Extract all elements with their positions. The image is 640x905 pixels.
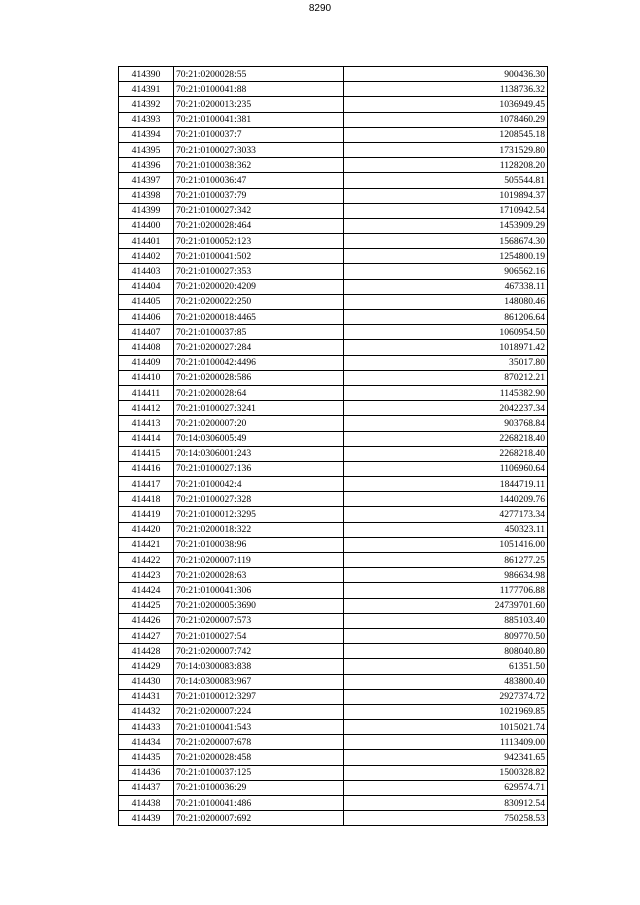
cadastral-number-cell: 70:21:0100038:96 <box>174 537 344 552</box>
table-row <box>119 674 548 689</box>
table-row <box>119 735 548 750</box>
table-row <box>119 537 548 552</box>
record-number-cell: 414397 <box>119 173 174 188</box>
record-number-cell: 414396 <box>119 158 174 173</box>
registry-table <box>118 66 548 826</box>
record-number-cell: 414439 <box>119 811 174 826</box>
cadastral-value-cell: 942341.65 <box>344 750 548 765</box>
cadastral-value-cell: 4277173.34 <box>344 507 548 522</box>
cadastral-value-cell: 467338.11 <box>344 279 548 294</box>
cadastral-number-cell: 70:21:0200028:63 <box>174 568 344 583</box>
cadastral-number-cell: 70:21:0100027:328 <box>174 492 344 507</box>
record-number-cell: 414403 <box>119 264 174 279</box>
cadastral-number-cell: 70:21:0200007:573 <box>174 613 344 628</box>
record-number-cell: 414391 <box>119 82 174 97</box>
cadastral-number-cell: 70:21:0100037:85 <box>174 325 344 340</box>
table-row <box>119 234 548 249</box>
cadastral-number-cell: 70:21:0100041:486 <box>174 796 344 811</box>
cadastral-value-cell: 808040.80 <box>344 644 548 659</box>
record-number-cell: 414433 <box>119 720 174 735</box>
record-number-cell: 414424 <box>119 583 174 598</box>
table-row <box>119 127 548 142</box>
record-number-cell: 414438 <box>119 796 174 811</box>
cadastral-number-cell: 70:21:0200028:55 <box>174 67 344 82</box>
record-number-cell: 414431 <box>119 689 174 704</box>
record-number-cell: 414418 <box>119 492 174 507</box>
record-number-cell: 414419 <box>119 507 174 522</box>
cadastral-number-cell: 70:21:0200007:692 <box>174 811 344 826</box>
record-number-cell: 414422 <box>119 553 174 568</box>
cadastral-number-cell: 70:21:0100036:47 <box>174 173 344 188</box>
record-number-cell: 414423 <box>119 568 174 583</box>
table-row <box>119 340 548 355</box>
table-row <box>119 218 548 233</box>
cadastral-number-cell: 70:21:0200028:64 <box>174 385 344 400</box>
table-row <box>119 477 548 492</box>
cadastral-number-cell: 70:21:0200020:4209 <box>174 279 344 294</box>
table-row <box>119 507 548 522</box>
table-row <box>119 522 548 537</box>
cadastral-number-cell: 70:21:0100027:342 <box>174 203 344 218</box>
cadastral-number-cell: 70:21:0200018:4465 <box>174 310 344 325</box>
cadastral-number-cell: 70:21:0200013:235 <box>174 97 344 112</box>
table-row <box>119 598 548 613</box>
cadastral-number-cell: 70:21:0100037:7 <box>174 127 344 142</box>
cadastral-value-cell: 148080.46 <box>344 294 548 309</box>
record-number-cell: 414394 <box>119 127 174 142</box>
cadastral-value-cell: 861277.25 <box>344 553 548 568</box>
table-row <box>119 188 548 203</box>
cadastral-number-cell: 70:21:0100027:136 <box>174 461 344 476</box>
table-row <box>119 264 548 279</box>
record-number-cell: 414413 <box>119 416 174 431</box>
table-row <box>119 249 548 264</box>
cadastral-number-cell: 70:14:0306005:49 <box>174 431 344 446</box>
record-number-cell: 414412 <box>119 401 174 416</box>
table-row <box>119 720 548 735</box>
record-number-cell: 414420 <box>119 522 174 537</box>
record-number-cell: 414399 <box>119 203 174 218</box>
table-row <box>119 644 548 659</box>
record-number-cell: 414414 <box>119 431 174 446</box>
record-number-cell: 414393 <box>119 112 174 127</box>
cadastral-number-cell: 70:21:0100037:125 <box>174 765 344 780</box>
table-row <box>119 765 548 780</box>
cadastral-value-cell: 885103.40 <box>344 613 548 628</box>
cadastral-number-cell: 70:14:0300083:838 <box>174 659 344 674</box>
cadastral-value-cell: 1208545.18 <box>344 127 548 142</box>
record-number-cell: 414404 <box>119 279 174 294</box>
table-row <box>119 568 548 583</box>
cadastral-number-cell: 70:21:0200028:458 <box>174 750 344 765</box>
record-number-cell: 414410 <box>119 370 174 385</box>
cadastral-value-cell: 629574.71 <box>344 780 548 795</box>
record-number-cell: 414426 <box>119 613 174 628</box>
cadastral-number-cell: 70:21:0200027:284 <box>174 340 344 355</box>
cadastral-number-cell: 70:21:0100041:381 <box>174 112 344 127</box>
table-row <box>119 461 548 476</box>
cadastral-number-cell: 70:21:0200028:464 <box>174 218 344 233</box>
record-number-cell: 414405 <box>119 294 174 309</box>
cadastral-number-cell: 70:21:0200007:20 <box>174 416 344 431</box>
table-row <box>119 355 548 370</box>
cadastral-value-cell: 2268218.40 <box>344 446 548 461</box>
table-row <box>119 97 548 112</box>
cadastral-value-cell: 1453909.29 <box>344 218 548 233</box>
cadastral-value-cell: 830912.54 <box>344 796 548 811</box>
cadastral-value-cell: 2268218.40 <box>344 431 548 446</box>
table-row <box>119 613 548 628</box>
table-row <box>119 811 548 826</box>
record-number-cell: 414435 <box>119 750 174 765</box>
cadastral-number-cell: 70:21:0200007:742 <box>174 644 344 659</box>
table-row <box>119 750 548 765</box>
cadastral-value-cell: 870212.21 <box>344 370 548 385</box>
cadastral-value-cell: 1078460.29 <box>344 112 548 127</box>
cadastral-value-cell: 1051416.00 <box>344 537 548 552</box>
record-number-cell: 414408 <box>119 340 174 355</box>
cadastral-value-cell: 450323.11 <box>344 522 548 537</box>
cadastral-number-cell: 70:21:0200005:3690 <box>174 598 344 613</box>
cadastral-value-cell: 1018971.42 <box>344 340 548 355</box>
table-row <box>119 203 548 218</box>
record-number-cell: 414415 <box>119 446 174 461</box>
cadastral-number-cell: 70:21:0100012:3295 <box>174 507 344 522</box>
cadastral-value-cell: 1254800.19 <box>344 249 548 264</box>
table-row <box>119 583 548 598</box>
record-number-cell: 414434 <box>119 735 174 750</box>
cadastral-number-cell: 70:21:0100052:123 <box>174 234 344 249</box>
table-row <box>119 796 548 811</box>
record-number-cell: 414436 <box>119 765 174 780</box>
record-number-cell: 414401 <box>119 234 174 249</box>
cadastral-value-cell: 809770.50 <box>344 628 548 643</box>
cadastral-number-cell: 70:21:0200007:224 <box>174 704 344 719</box>
table-row <box>119 659 548 674</box>
cadastral-value-cell: 1106960.64 <box>344 461 548 476</box>
table-row <box>119 446 548 461</box>
cadastral-value-cell: 2927374.72 <box>344 689 548 704</box>
cadastral-value-cell: 2042237.34 <box>344 401 548 416</box>
table-row <box>119 370 548 385</box>
cadastral-number-cell: 70:21:0100041:88 <box>174 82 344 97</box>
record-number-cell: 414430 <box>119 674 174 689</box>
table-row <box>119 385 548 400</box>
cadastral-value-cell: 505544.81 <box>344 173 548 188</box>
record-number-cell: 414437 <box>119 780 174 795</box>
cadastral-number-cell: 70:21:0100041:502 <box>174 249 344 264</box>
table-row <box>119 112 548 127</box>
cadastral-value-cell: 1440209.76 <box>344 492 548 507</box>
cadastral-number-cell: 70:14:0306001:243 <box>174 446 344 461</box>
cadastral-number-cell: 70:21:0200022:250 <box>174 294 344 309</box>
table-row <box>119 401 548 416</box>
table-row <box>119 628 548 643</box>
cadastral-number-cell: 70:21:0200007:119 <box>174 553 344 568</box>
cadastral-value-cell: 1844719.11 <box>344 477 548 492</box>
registry-table-body <box>119 67 548 826</box>
cadastral-value-cell: 1113409.00 <box>344 735 548 750</box>
cadastral-value-cell: 1138736.32 <box>344 82 548 97</box>
cadastral-value-cell: 1021969.85 <box>344 704 548 719</box>
cadastral-number-cell: 70:14:0300083:967 <box>174 674 344 689</box>
cadastral-value-cell: 35017.80 <box>344 355 548 370</box>
record-number-cell: 414427 <box>119 628 174 643</box>
cadastral-value-cell: 1015021.74 <box>344 720 548 735</box>
cadastral-value-cell: 1060954.50 <box>344 325 548 340</box>
cadastral-number-cell: 70:21:0100027:3033 <box>174 142 344 157</box>
table-row <box>119 294 548 309</box>
cadastral-number-cell: 70:21:0100027:3241 <box>174 401 344 416</box>
cadastral-number-cell: 70:21:0100037:79 <box>174 188 344 203</box>
record-number-cell: 414392 <box>119 97 174 112</box>
record-number-cell: 414409 <box>119 355 174 370</box>
cadastral-value-cell: 1731529.80 <box>344 142 548 157</box>
cadastral-number-cell: 70:21:0100036:29 <box>174 780 344 795</box>
cadastral-value-cell: 1177706.88 <box>344 583 548 598</box>
record-number-cell: 414417 <box>119 477 174 492</box>
cadastral-value-cell: 1019894.37 <box>344 188 548 203</box>
cadastral-number-cell: 70:21:0100012:3297 <box>174 689 344 704</box>
table-row <box>119 325 548 340</box>
table-row <box>119 704 548 719</box>
table-row <box>119 142 548 157</box>
cadastral-value-cell: 1128208.20 <box>344 158 548 173</box>
table-row <box>119 173 548 188</box>
cadastral-number-cell: 70:21:0200018:322 <box>174 522 344 537</box>
table-row <box>119 689 548 704</box>
cadastral-value-cell: 861206.64 <box>344 310 548 325</box>
cadastral-value-cell: 1710942.54 <box>344 203 548 218</box>
cadastral-number-cell: 70:21:0100038:362 <box>174 158 344 173</box>
cadastral-value-cell: 1568674.30 <box>344 234 548 249</box>
cadastral-value-cell: 1145382.90 <box>344 385 548 400</box>
table-row <box>119 67 548 82</box>
cadastral-value-cell: 900436.30 <box>344 67 548 82</box>
record-number-cell: 414395 <box>119 142 174 157</box>
cadastral-value-cell: 483800.40 <box>344 674 548 689</box>
record-number-cell: 414398 <box>119 188 174 203</box>
record-number-cell: 414416 <box>119 461 174 476</box>
table-row <box>119 82 548 97</box>
record-number-cell: 414411 <box>119 385 174 400</box>
table-row <box>119 310 548 325</box>
cadastral-number-cell: 70:21:0200007:678 <box>174 735 344 750</box>
table-row <box>119 416 548 431</box>
cadastral-number-cell: 70:21:0100042:4496 <box>174 355 344 370</box>
cadastral-value-cell: 750258.53 <box>344 811 548 826</box>
record-number-cell: 414390 <box>119 67 174 82</box>
cadastral-number-cell: 70:21:0100027:353 <box>174 264 344 279</box>
record-number-cell: 414400 <box>119 218 174 233</box>
cadastral-value-cell: 903768.84 <box>344 416 548 431</box>
table-row <box>119 279 548 294</box>
cadastral-value-cell: 986634.98 <box>344 568 548 583</box>
cadastral-value-cell: 24739701.60 <box>344 598 548 613</box>
table-row <box>119 780 548 795</box>
record-number-cell: 414432 <box>119 704 174 719</box>
cadastral-value-cell: 1036949.45 <box>344 97 548 112</box>
record-number-cell: 414425 <box>119 598 174 613</box>
cadastral-value-cell: 61351.50 <box>344 659 548 674</box>
record-number-cell: 414406 <box>119 310 174 325</box>
table-row <box>119 553 548 568</box>
cadastral-number-cell: 70:21:0100041:306 <box>174 583 344 598</box>
cadastral-value-cell: 1500328.82 <box>344 765 548 780</box>
record-number-cell: 414429 <box>119 659 174 674</box>
record-number-cell: 414407 <box>119 325 174 340</box>
cadastral-number-cell: 70:21:0100042:4 <box>174 477 344 492</box>
page-number: 8290 <box>308 3 332 14</box>
record-number-cell: 414402 <box>119 249 174 264</box>
table-row <box>119 492 548 507</box>
cadastral-number-cell: 70:21:0100041:543 <box>174 720 344 735</box>
table-row <box>119 158 548 173</box>
table-row <box>119 431 548 446</box>
record-number-cell: 414428 <box>119 644 174 659</box>
cadastral-value-cell: 906562.16 <box>344 264 548 279</box>
cadastral-number-cell: 70:21:0200028:586 <box>174 370 344 385</box>
cadastral-number-cell: 70:21:0100027:54 <box>174 628 344 643</box>
record-number-cell: 414421 <box>119 537 174 552</box>
